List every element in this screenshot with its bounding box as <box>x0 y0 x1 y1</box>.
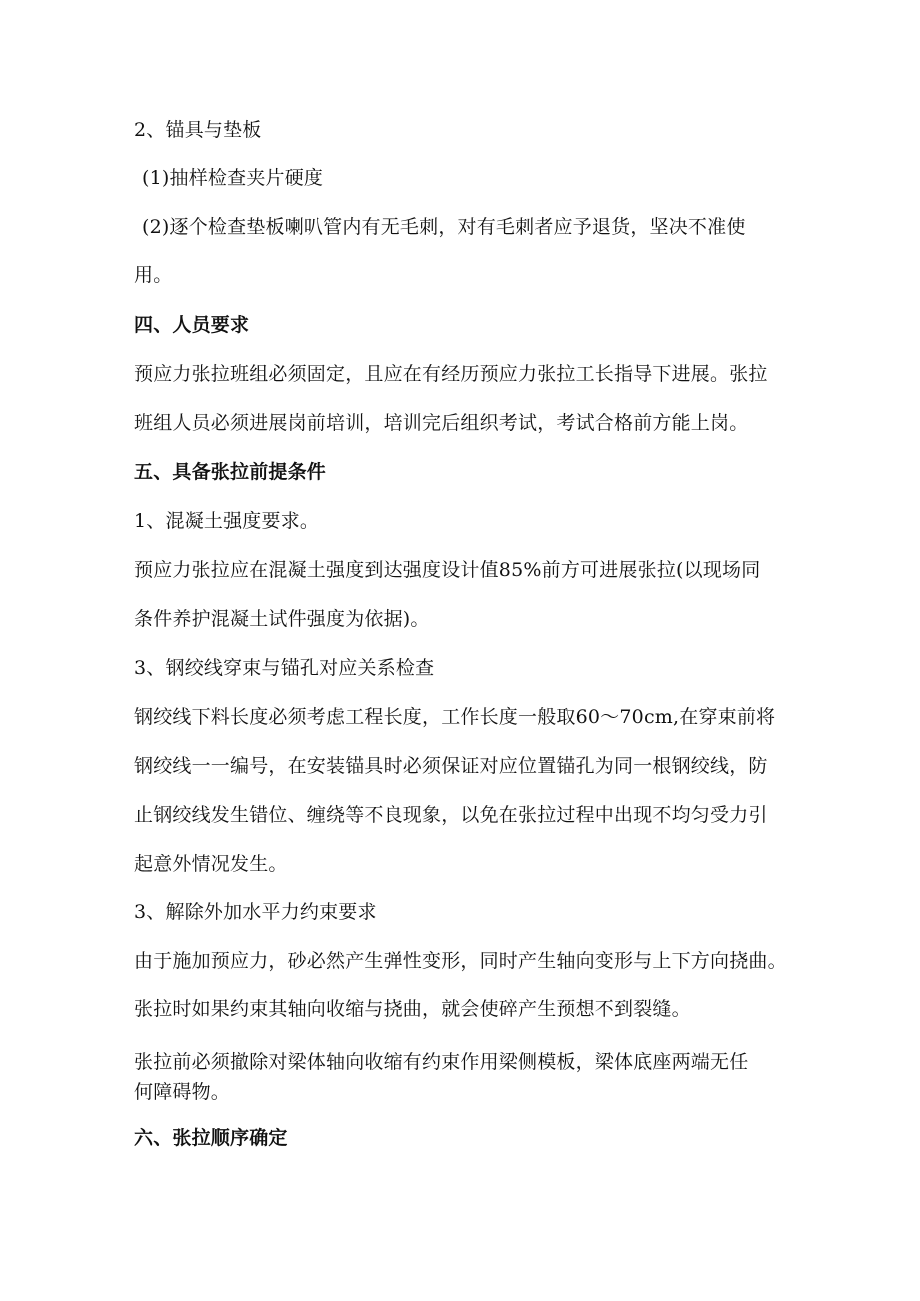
text-line: 条件养护混凝土试件强度为依据)。 <box>134 608 430 630</box>
section-heading-6: 六、张拉顺序确定 <box>134 1127 288 1149</box>
text-line: 班组人员必须进展岗前培训，培训完后组织考试，考试合格前方能上岗。 <box>134 412 749 434</box>
subheading-constraint: 3、解除外加水平力约束要求 <box>134 901 377 923</box>
list-item-2: (2)逐个检查垫板喇叭管内有无毛刺，对有毛刺者应予退货，坚决不准使 <box>142 216 746 238</box>
text-line: 预应力张拉班组必须固定，且应在有经历预应力张拉工长指导下进展。张拉 <box>134 363 768 385</box>
subheading-anchorage: 2、锚具与垫板 <box>134 119 262 141</box>
text-line: 张拉前必须撤除对梁体轴向收缩有约束作用梁侧模板，梁体底座两端无任 <box>134 1051 749 1073</box>
section-heading-5: 五、具备张拉前提条件 <box>134 461 327 483</box>
text-line: 起意外情况发生。 <box>134 853 288 875</box>
section-heading-4: 四、人员要求 <box>134 314 250 336</box>
text-line: 预应力张拉应在混凝土强度到达强度设计值85%前方可进展张拉(以现场同 <box>134 559 761 581</box>
text-line: 用。 <box>134 264 173 286</box>
list-item-1: (1)抽样检查夹片硬度 <box>142 167 324 189</box>
text-line: 张拉时如果约束其轴向收缩与挠曲，就会使碎产生预想不到裂缝。 <box>134 998 691 1020</box>
text-line: 由于施加预应力，砂必然产生弹性变形，同时产生轴向变形与上下方向挠曲。 <box>134 950 787 972</box>
subheading-strand: 3、钢绞线穿束与锚孔对应关系检查 <box>134 657 435 679</box>
text-line: 钢绞线下料长度必须考虑工程长度，工作长度一般取60～70cm,在穿束前将 <box>134 706 776 728</box>
text-line: 钢绞线一一编号，在安装锚具时必须保证对应位置锚孔为同一根钢绞线，防 <box>134 755 768 777</box>
text-line: 何障碍物。 <box>134 1081 231 1103</box>
subheading-concrete: 1、混凝土强度要求。 <box>134 510 320 532</box>
text-line: 止钢绞线发生错位、缠绕等不良现象，以免在张拉过程中出现不均匀受力引 <box>134 804 768 826</box>
